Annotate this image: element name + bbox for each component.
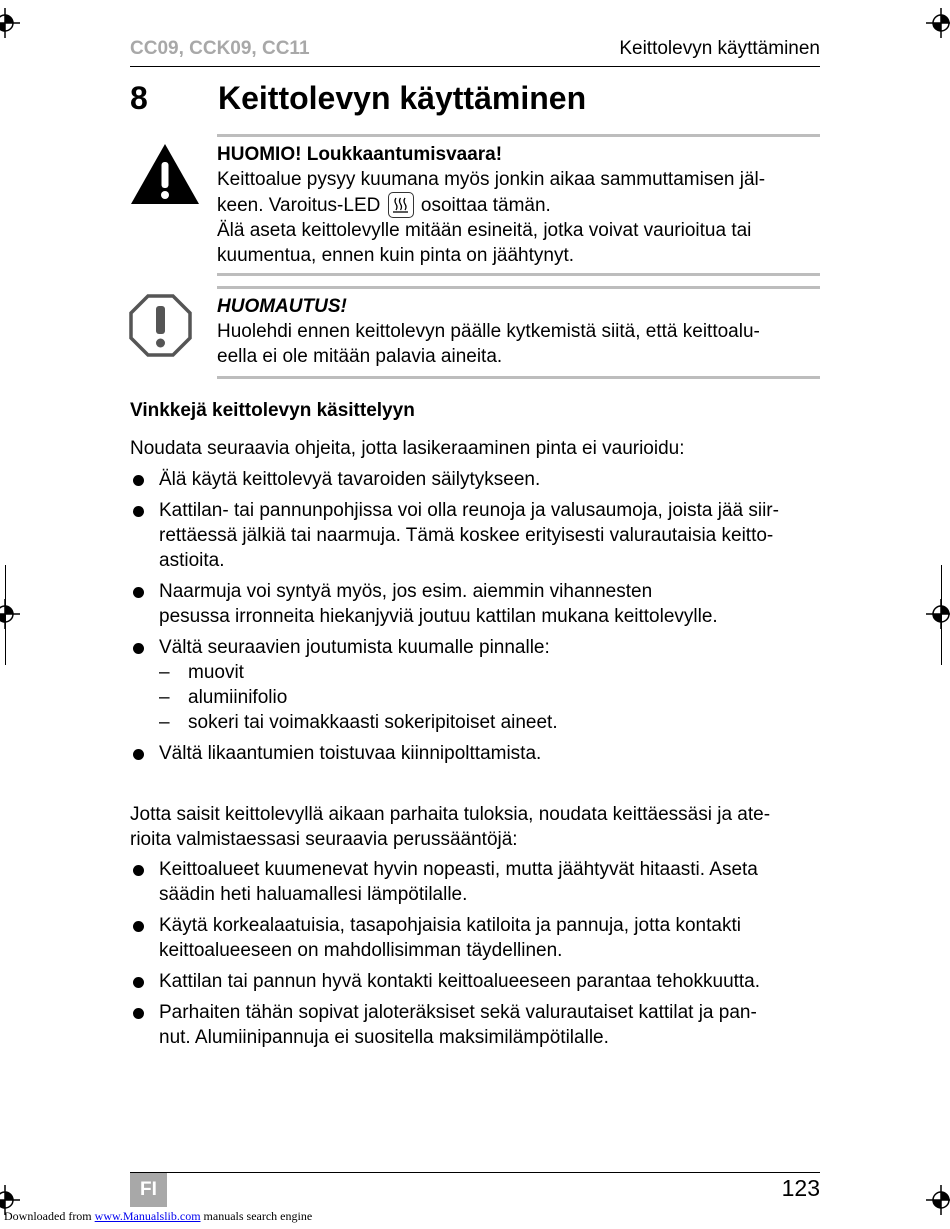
chapter-title: Keittolevyn käyttäminen xyxy=(218,80,587,116)
page-number: 123 xyxy=(781,1175,820,1201)
list-item: Naarmuja voi syntyä myös, jos esim. aiemmin vihannesten pesussa irronneita hiekanjyviä joutuu kattilan mukana keittolevylle. xyxy=(130,579,820,629)
header-models: CC09, CCK09, CC11 xyxy=(130,38,310,59)
list-item: Käytä korkealaatuisia, tasapohjaisia katiloita ja pannuja, jotta kontakti keittoalueeseen on mahdollisimman täydellinen. xyxy=(130,913,820,963)
registration-mark-icon xyxy=(0,599,20,629)
caution-title: HUOMAUTUS! xyxy=(217,296,347,317)
bullet-icon xyxy=(133,643,144,654)
bullet-icon xyxy=(133,921,144,932)
caution-text: Huolehdi ennen keittolevyn päälle kytkemistä siitä, että keittoalu- xyxy=(217,321,760,342)
header-section-title: Keittolevyn käyttäminen xyxy=(619,38,820,59)
registration-mark-icon xyxy=(926,1185,950,1215)
crop-line xyxy=(941,565,942,665)
registration-mark-icon xyxy=(926,8,950,38)
warning-notice xyxy=(217,134,820,276)
running-header xyxy=(130,38,820,67)
footer-rule xyxy=(130,1172,820,1173)
download-note: Downloaded from www.Manualslib.com manuals search engine xyxy=(4,1209,313,1223)
caution-notice xyxy=(217,286,820,379)
tips-intro: Noudata seuraavia ohjeita, jotta lasikeraaminen pinta ei vaurioidu: xyxy=(130,438,685,459)
chapter-number: 8 xyxy=(130,80,148,116)
warning-text: kuumentua, ennen kuin pinta on jäähtynyt. xyxy=(217,245,575,266)
manualslib-link[interactable]: www.Manualslib.com xyxy=(94,1209,201,1223)
sub-list-item: – alumiinifolio xyxy=(159,687,288,708)
bullet-icon xyxy=(133,865,144,876)
exclamation-octagon-icon xyxy=(129,294,192,362)
list-item: Keittoalueet kuumenevat hyvin nopeasti, mutta jäähtyvät hitaasti. Aseta säädin heti haluamallesi lämpötilalle. xyxy=(130,857,820,907)
warning-triangle-icon xyxy=(129,142,201,211)
sub-list-item: – muovit xyxy=(159,662,244,683)
registration-mark-icon xyxy=(926,599,950,629)
list-item: Älä käytä keittolevyä tavaroiden säilytykseen. xyxy=(130,467,820,492)
best-results-list xyxy=(130,857,820,1056)
language-badge: FI xyxy=(130,1173,167,1207)
list-item: Parhaiten tähän sopivat jaloteräksiset sekä valurautaiset kattilat ja pan- nut. Alumiinipannuja ei suositella maksimilämpötilalle. xyxy=(130,1000,820,1050)
sub-list-item: – sokeri tai voimakkaasti sokeripitoiset aineet. xyxy=(159,712,558,733)
hot-surface-led-icon xyxy=(388,192,414,218)
bullet-icon xyxy=(133,1008,144,1019)
registration-mark-icon xyxy=(0,8,20,38)
crop-line xyxy=(5,565,6,665)
warning-text: Älä aseta keittolevylle mitään esineitä, jotka voivat vaurioitua tai xyxy=(217,220,752,241)
bullet-icon xyxy=(133,506,144,517)
list-item: Kattilan tai pannun hyvä kontakti keittoalueeseen parantaa tehokkuutta. xyxy=(130,969,820,994)
warning-text: keen. Varoitus-LED osoittaa tämän. xyxy=(217,192,820,218)
tips-list xyxy=(130,467,820,772)
section-heading: Vinkkejä keittolevyn käsittelyyn xyxy=(130,400,415,421)
list-item: Vältä seuraavien joutumista kuumalle pinnalle: – muovit – alumiinifolio – sokeri tai voimakkaasti sokeripitoiset aineet. xyxy=(130,635,820,735)
bullet-icon xyxy=(133,587,144,598)
bullet-icon xyxy=(133,475,144,486)
list-item: Kattilan- tai pannunpohjissa voi olla reunoja ja valusaumoja, joista jää siir- rettäessä jälkiä tai naarmuja. Tämä koskee erityisesti valurautaisia keitto- astioita. xyxy=(130,498,820,573)
list-item: Vältä likaantumien toistuvaa kiinnipolttamista. xyxy=(130,741,820,766)
warning-text: Keittoalue pysyy kuumana myös jonkin aikaa sammuttamisen jäl- xyxy=(217,169,766,190)
bullet-icon xyxy=(133,749,144,760)
warning-title: HUOMIO! Loukkaantumisvaara! xyxy=(217,144,503,165)
caution-text: eella ei ole mitään palavia aineita. xyxy=(217,346,503,367)
best-results-intro: Jotta saisit keittolevyllä aikaan parhaita tuloksia, noudata keittäessäsi ja ate- rioita valmistaessasi seuraavia perussääntöjä: xyxy=(130,804,771,850)
bullet-icon xyxy=(133,977,144,988)
